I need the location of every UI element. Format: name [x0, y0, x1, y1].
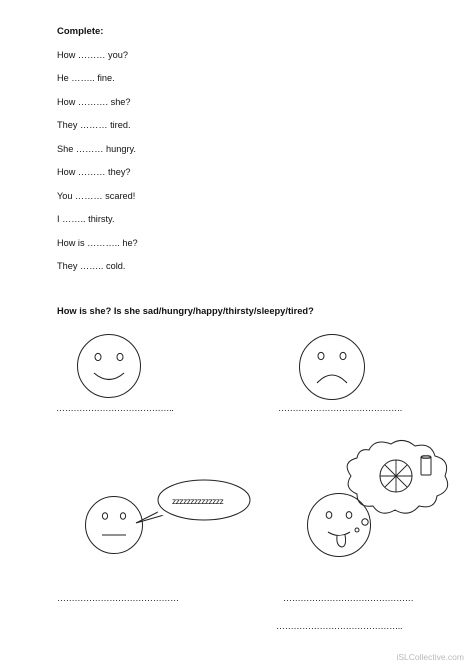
- answer-line-sleepy[interactable]: ……………………………………: [57, 593, 179, 603]
- watermark: iSLCollective.com: [396, 652, 464, 662]
- sentence-8: I …….. thirsty.: [57, 214, 115, 224]
- sentence-3: How ………. she?: [57, 97, 131, 107]
- sentence-2: He …….. fine.: [57, 73, 115, 83]
- answer-line-sad[interactable]: …………………………………….: [278, 403, 403, 413]
- speech-bubble-text: zzzzzzzzzzzzzz: [172, 496, 224, 506]
- sentence-1: How ……… you?: [57, 50, 128, 60]
- worksheet-title: Complete:: [57, 26, 104, 37]
- answer-line-happy[interactable]: …………………………………..: [56, 403, 174, 413]
- question-heading: How is she? Is she sad/hungry/happy/thirsty/sleepy/tired?: [57, 306, 314, 316]
- sentence-4: They ……… tired.: [57, 120, 131, 130]
- sentence-7: You ……… scared!: [57, 191, 136, 201]
- sentence-10: They …….. cold.: [57, 261, 126, 271]
- sad-face-icon: [298, 333, 366, 401]
- thirsty-face-icon: [306, 492, 372, 558]
- happy-face-icon: [76, 333, 142, 399]
- sentence-6: How ……… they?: [57, 167, 131, 177]
- answer-line-extra[interactable]: ……………………………………..: [276, 621, 403, 631]
- answer-line-thirsty[interactable]: ………………………………………: [283, 593, 414, 603]
- sentence-5: She ……… hungry.: [57, 144, 136, 154]
- sentence-9: How is ……….. he?: [57, 238, 138, 248]
